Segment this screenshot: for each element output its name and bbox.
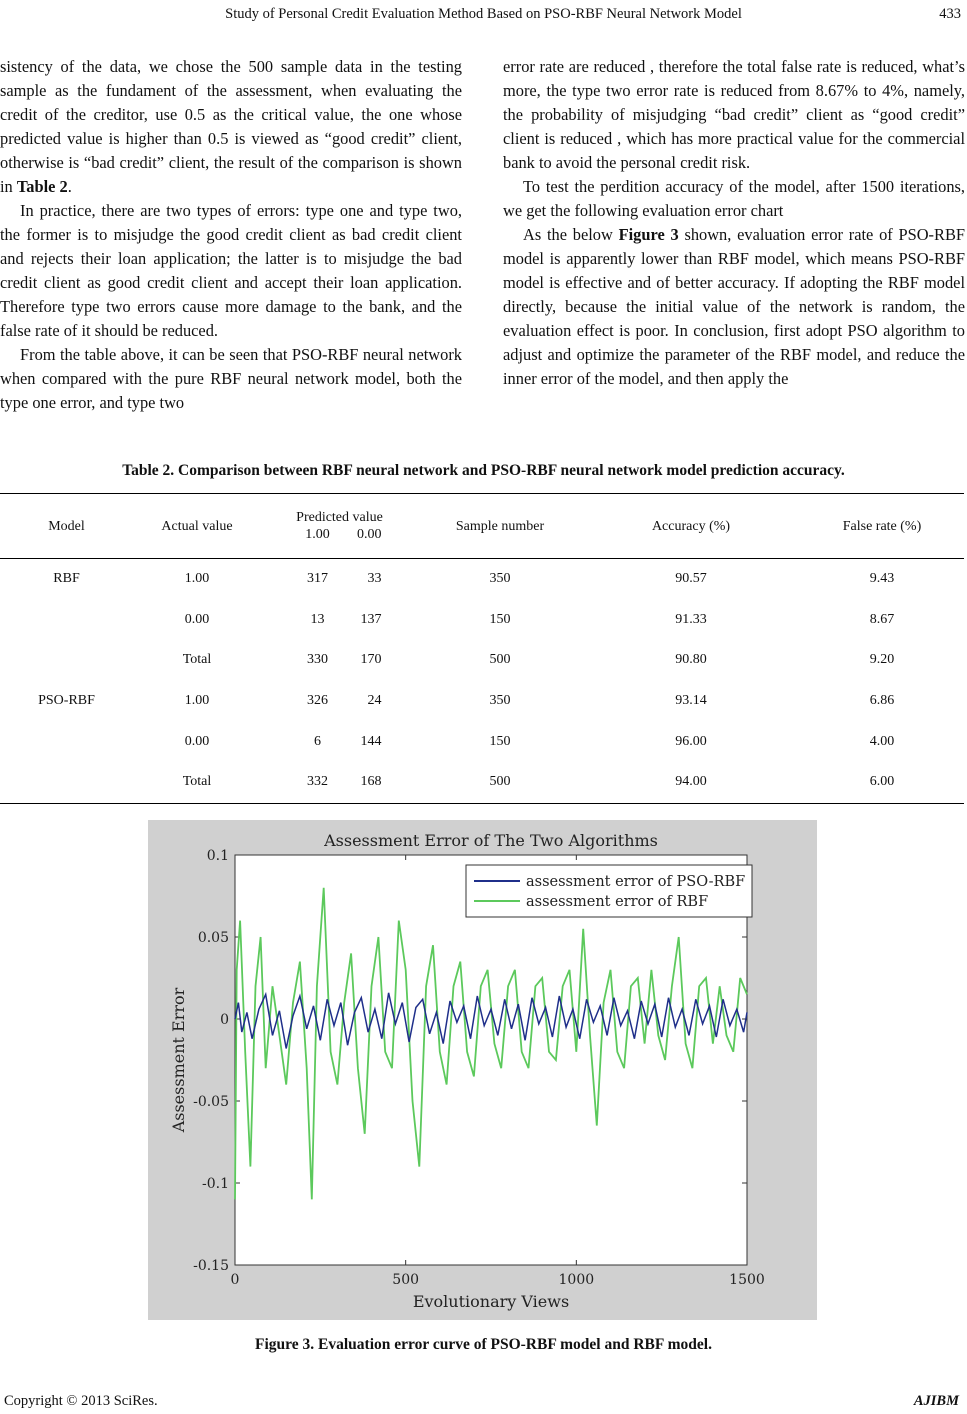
legend-label: assessment error of RBF: [526, 894, 709, 910]
left-column: [0, 55, 462, 415]
cell-actual: 1.00: [184, 693, 210, 709]
table-row: [0, 721, 964, 762]
predicted-pair: [294, 612, 386, 628]
paragraph-text: error rate are reduced , therefore the total false rate is reduced, what’s more, the type two error rate is reduced from 8.67% to 4%, namely, the probability of misjudging “bad credit” client as “good credit” client is reduced , which has more practical value for the commercial bank to avoid the personal credit risk.: [503, 57, 965, 172]
cell-false-rate: 6.00: [800, 762, 964, 803]
x-axis-label: Evolutionary Views: [412, 1292, 570, 1311]
table-row: [0, 559, 964, 600]
cell-false-rate: 9.20: [869, 652, 895, 668]
cell-actual: 0.00: [184, 611, 210, 627]
running-header: [0, 6, 967, 26]
paragraph-text: As the below: [523, 225, 619, 244]
header-predicted: [261, 494, 418, 559]
y-tick-label: 0.1: [206, 848, 229, 864]
x-tick-label: 500: [392, 1272, 420, 1288]
header-model: Model: [0, 494, 133, 559]
predicted-bad: 168: [360, 774, 382, 790]
cell-accuracy: 90.80: [675, 652, 707, 668]
figure-reference[interactable]: Figure 3: [618, 225, 679, 244]
cell-model: [0, 640, 133, 681]
predicted-pair: [294, 774, 386, 790]
paragraph: [0, 343, 462, 415]
cell-sample: 500: [489, 652, 511, 668]
comparison-table: [0, 493, 964, 804]
paragraph: [0, 199, 462, 343]
journal-name: AJIBM: [913, 1393, 959, 1409]
figure-3: [148, 820, 817, 1320]
table-row: [0, 640, 964, 681]
table-row: [0, 681, 964, 722]
cell-model: RBF: [53, 571, 80, 587]
predicted-pair: [294, 571, 386, 587]
cell-false-rate: 9.43: [869, 571, 895, 587]
header-predicted-label: Predicted value: [296, 510, 383, 525]
predicted-bad: 144: [360, 733, 382, 749]
figure-caption: Figure 3. Evaluation error curve of PSO-RBF model and RBF model.: [255, 1336, 712, 1353]
paragraph-text: From the table above, it can be seen that PSO-RBF neural network when compared with the pure RBF neural network model, both the type one error, and type two: [0, 345, 462, 412]
cell-false-rate: 6.86: [869, 693, 895, 709]
predicted-good: 13: [310, 611, 325, 627]
paragraph: [503, 175, 965, 223]
cell-actual: 0.00: [184, 733, 210, 749]
cell-sample: 150: [489, 733, 511, 749]
cell-sample: 500: [418, 762, 582, 803]
cell-predicted: [261, 721, 418, 762]
cell-accuracy: 90.57: [675, 571, 707, 587]
predicted-bad: 170: [360, 652, 382, 668]
paragraph: [0, 55, 462, 199]
cell-actual: 1.00: [184, 571, 210, 587]
predicted-good: 317: [307, 571, 328, 587]
y-tick-label: -0.05: [193, 1094, 229, 1110]
predicted-bad: 33: [367, 571, 382, 587]
predicted-bad: 24: [367, 693, 382, 709]
y-tick-label: 0.05: [197, 930, 229, 946]
predicted-pair: [294, 693, 386, 709]
page-number: 433: [939, 6, 961, 22]
cell-false-rate: 4.00: [869, 733, 895, 749]
predicted-good: 332: [307, 774, 328, 790]
paragraph: [503, 55, 965, 175]
paragraph-text: sistency of the data, we chose the 500 sample data in the testing sample as the fundament of the assessment, when evaluating the credit of the creditor, use 0.5 as the critical value, the one whose predicted value is higher than 0.5 is viewed as “good credit” client, otherwise is “bad credit” client, the result of the comparison is shown in: [0, 57, 462, 196]
cell-accuracy: 94.00: [582, 762, 800, 803]
paragraph-text: To test the perdition accuracy of the model, after 1500 iterations, we get the following evaluation error chart: [503, 177, 965, 220]
y-axis-label: Assessment Error: [169, 987, 188, 1133]
y-tick-label: -0.1: [202, 1176, 229, 1192]
table-reference[interactable]: Table 2: [16, 177, 68, 196]
cell-predicted: [261, 600, 418, 641]
x-tick-label: 1000: [558, 1272, 595, 1288]
cell-predicted: [261, 762, 418, 803]
copyright: Copyright © 2013 SciRes.: [4, 1393, 158, 1409]
predicted-good: 6: [314, 733, 321, 749]
predicted-good: 330: [307, 652, 328, 668]
header-pred-b: 0.00: [357, 527, 382, 542]
x-tick-label: 0: [230, 1272, 240, 1288]
paragraph-text: In practice, there are two types of errors: type one and type two, the former is to misjudge the good credit client as bad credit client and rejects their loan application; the latter is to misjudge the bad credit client as good credit client and accept their loan application. Therefore type two errors cause more damage to the bank, and the false rate of it should be reduced.: [0, 201, 462, 340]
paragraph: [503, 223, 965, 391]
table-caption: Table 2. Comparison between RBF neural network and PSO-RBF neural network model prediction accuracy.: [122, 462, 845, 479]
cell-predicted: [261, 559, 418, 600]
paragraph-text: .: [67, 177, 72, 196]
cell-accuracy: 93.14: [675, 693, 707, 709]
paragraph-text: shown, evaluation error rate of PSO-RBF model is apparently lower than RBF model, which means PSO-RBF model is effective and of better accuracy. If adopting the RBF model directly, because the initial value of the network is random, the evaluation effect is poor. In conclusion, first adopt PSO algorithm to adjust and optimize the parameter of the RBF model, and reduce the inner error of the model, and then apply the: [503, 225, 965, 388]
cell-predicted: [261, 640, 418, 681]
cell-sample: 150: [489, 611, 511, 627]
table-header-row: [0, 494, 964, 559]
y-tick-label: -0.15: [193, 1258, 229, 1274]
header-sample: Sample number: [418, 494, 582, 559]
x-tick-label: 1500: [729, 1272, 765, 1288]
predicted-good: 326: [307, 693, 328, 709]
running-title: Study of Personal Credit Evaluation Method Based on PSO-RBF Neural Network Model: [225, 6, 742, 22]
header-accuracy: Accuracy (%): [582, 494, 800, 559]
cell-sample: 350: [489, 693, 511, 709]
chart-title: Assessment Error of The Two Algorithms: [324, 831, 658, 850]
cell-model: [0, 762, 133, 803]
header-predicted-values: [294, 526, 386, 543]
cell-false-rate: 8.67: [869, 611, 895, 627]
cell-actual: Total: [182, 652, 212, 668]
table-row: [0, 762, 964, 803]
cell-accuracy: 91.33: [675, 611, 707, 627]
predicted-bad: 137: [360, 611, 382, 627]
predicted-pair: [294, 734, 386, 750]
cell-model: [0, 600, 133, 641]
table-row: [0, 600, 964, 641]
legend-label: assessment error of PSO-RBF: [526, 874, 746, 890]
error-chart: [148, 820, 817, 1320]
y-tick-label: 0: [220, 1012, 229, 1028]
cell-model: PSO-RBF: [38, 693, 95, 709]
predicted-pair: [294, 652, 386, 668]
header-actual: Actual value: [133, 494, 261, 559]
right-column: [503, 55, 965, 391]
cell-model: [0, 721, 133, 762]
cell-predicted: [261, 681, 418, 722]
cell-actual: Total: [133, 762, 261, 803]
cell-sample: 350: [489, 571, 511, 587]
header-pred-a: 1.00: [305, 527, 330, 542]
cell-accuracy: 96.00: [675, 733, 707, 749]
header-false-rate: False rate (%): [800, 494, 964, 559]
